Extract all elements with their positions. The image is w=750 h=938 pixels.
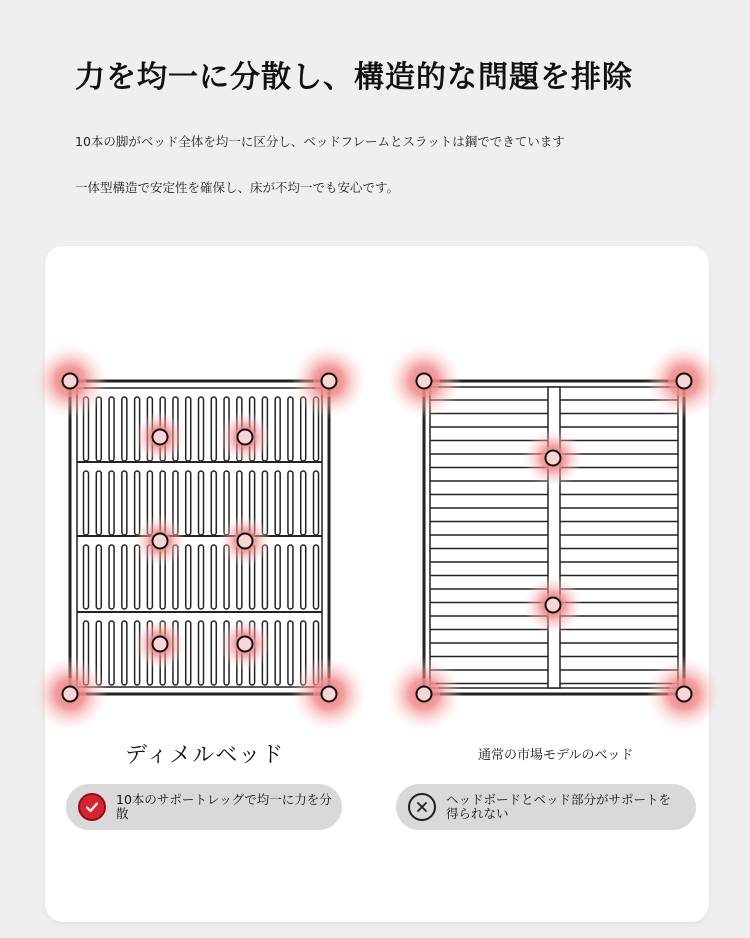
standard-feature-badge bbox=[396, 784, 696, 830]
description-line-1: 10本の脚がベッド全体を均一に区分し、ベッドフレームとスラットは鋼でできています bbox=[75, 134, 565, 149]
standard-bed-label: 通常の市場モデルのベッド bbox=[478, 748, 634, 763]
description-line-2: 一体型構造で安定性を確保し、床が不均一でも安心です。 bbox=[75, 180, 400, 195]
dimel-bed-label: ディメルベッド bbox=[125, 743, 285, 768]
page-title: 力を均一に分散し、構造的な問題を排除 bbox=[75, 60, 633, 95]
dimel-feature-badge bbox=[66, 784, 342, 830]
check-icon bbox=[78, 793, 106, 821]
dimel-feature-text: 10本のサポートレッグで均一に力を分散 bbox=[116, 792, 332, 821]
x-icon bbox=[408, 793, 436, 821]
standard-feature-text: ヘッドボードとベッド部分がサポートを得られない bbox=[446, 792, 672, 821]
